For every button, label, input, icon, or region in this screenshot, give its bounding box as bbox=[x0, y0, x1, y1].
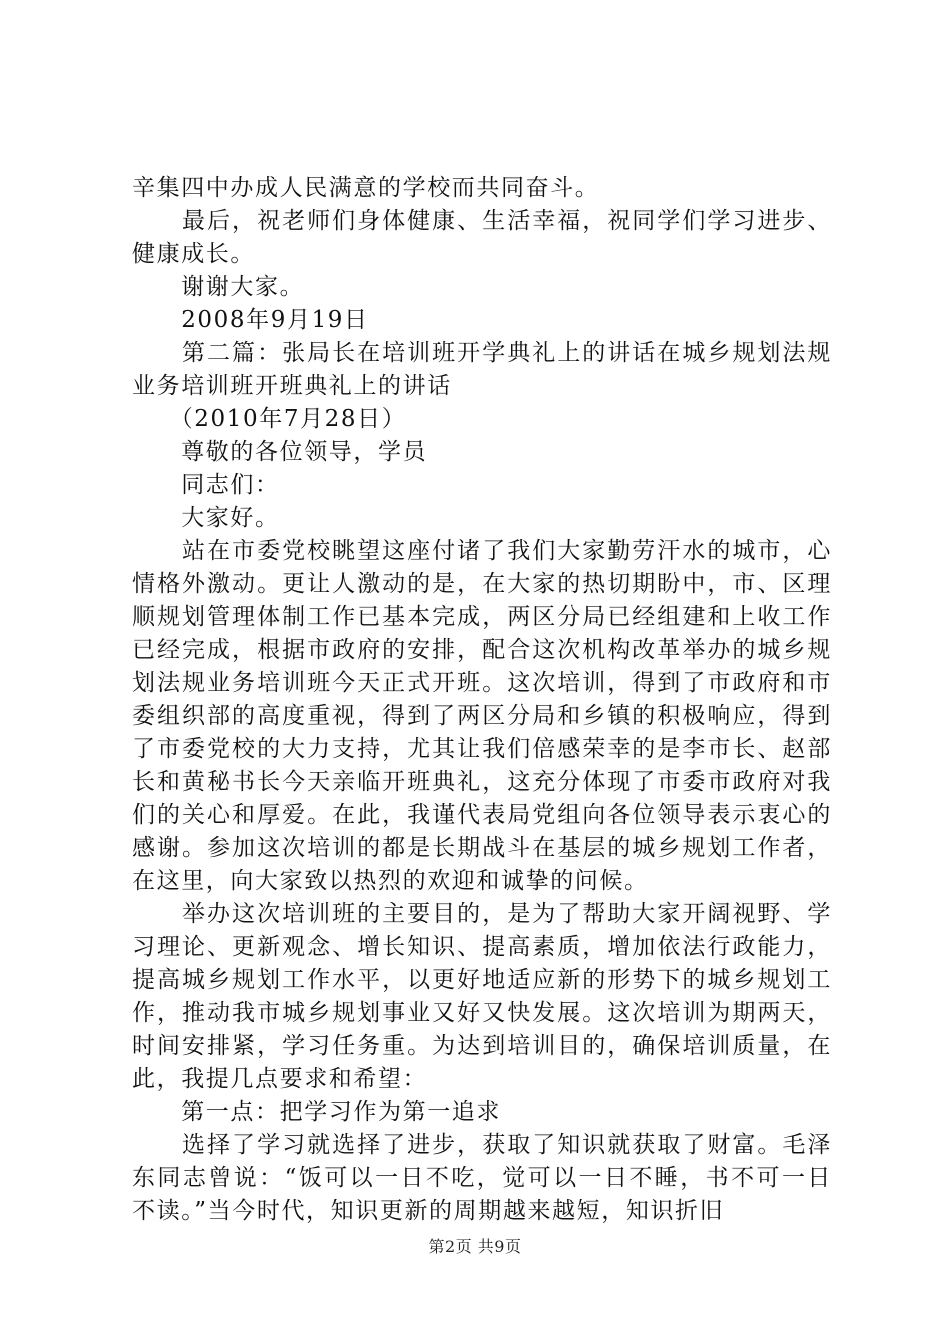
paragraph-3: 谢谢大家。 bbox=[132, 274, 305, 300]
paragraph-6-date: （2010年7月28日） bbox=[132, 406, 407, 432]
paragraph-9-greeting: 大家好。 bbox=[132, 505, 280, 531]
paragraph-13: 选择了学习就选择了进步，获取了知识就获取了财富。毛泽东同志曾说：“饭可以一日不吃，觉可以一日不睡，书不可一日不读。”当今时代，知识更新的周期越来越短，知识折旧 bbox=[132, 1132, 832, 1224]
paragraph-1: 辛集四中办成人民满意的学校而共同奋斗。 bbox=[132, 175, 600, 201]
paragraph-5-section-title: 第二篇：张局长在培训班开学典礼上的讲话在城乡规划法规业务培训班开班典礼上的讲话 bbox=[132, 340, 832, 399]
paragraph-11: 举办这次培训班的主要目的，是为了帮助大家开阔视野、学习理论、更新观念、增长知识、提高素质，增加依法行政能力，提高城乡规划工作水平，以更好地适应新的形势下的城乡规划工作，推动我市城乡规划事业又好又快发展。这次培训为期两天，时间安排紧，学习任务重。为达到培训目的，确保培训质量，在此，我提几点要求和希望： bbox=[132, 901, 832, 1092]
paragraph-8-salutation: 同志们： bbox=[132, 472, 280, 498]
page-number-label: 第2页 共9页 bbox=[428, 1237, 522, 1256]
paragraph-2: 最后，祝老师们身体健康、生活幸福，祝同学们学习进步、健康成长。 bbox=[132, 208, 832, 267]
paragraph-7-salutation: 尊敬的各位领导，学员 bbox=[132, 439, 428, 465]
page-footer bbox=[0, 1234, 950, 1257]
paragraph-12-heading: 第一点：把学习作为第一追求 bbox=[132, 1099, 501, 1125]
paragraph-10: 站在市委党校眺望这座付诸了我们大家勤劳汗水的城市，心情格外激动。更让人激动的是，在大家的热切期盼中，市、区理顺规划管理体制工作已基本完成，两区分局已经组建和上收工作已经完成，根据市政府的安排，配合这次机构改革举办的城乡规划法规业务培训班今天正式开班。这次培训，得到了市政府和市委组织部的高度重视，得到了两区分局和乡镇的积极响应，得到了市委党校的大力支持，尤其让我们倍感荣幸的是李市长、赵部长和黄秘书长今天亲临开班典礼，这充分体现了市委市政府对我们的关心和厚爱。在此，我谨代表局党组向各位领导表示衷心的感谢。参加这次培训的都是长期战斗在基层的城乡规划工作者，在这里，向大家致以热烈的欢迎和诚挚的问候。 bbox=[132, 538, 832, 894]
document-body bbox=[132, 172, 832, 1228]
paragraph-4-date: 2008年9月19日 bbox=[132, 307, 369, 333]
